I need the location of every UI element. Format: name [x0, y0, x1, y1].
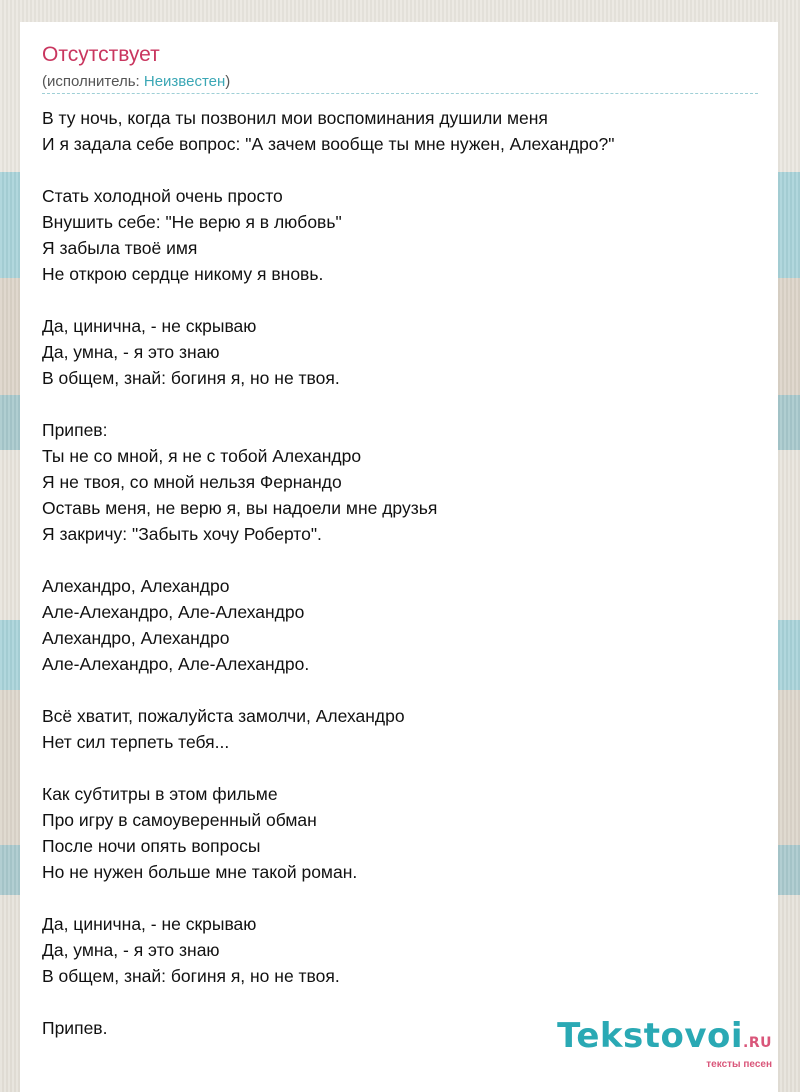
artist-line: [42, 72, 230, 92]
title-divider: [42, 93, 758, 94]
artist-link[interactable]: Неизвестен: [143, 73, 226, 90]
artist-prefix: (исполнитель:: [42, 73, 144, 90]
site-logo[interactable]: [557, 1018, 772, 1070]
song-title: Отсутствует: [42, 43, 160, 66]
lyrics-text: В ту ночь, когда ты позвонил мои воспоминания душили меня И я задала себе вопрос: "А зачем вообще ты мне нужен, Алехандро?" Стать холодной очень просто Внушить себе: "Не верю я в любовь" Я забыла твоё имя Не открою сердце никому я вновь. Да, цинична, - не скрываю Да, умна, - я это знаю В общем, знай: богиня я, но не твоя. Припев: Ты не со мной, я не с тобой Алехандро Я не твоя, со мной нельзя Фернандо Оставь меня, не верю я, вы надоели мне друзья Я закричу: "Забыть хочу Роберто". Алехандро, Алехандро Але-Алехандро, Але-Алехандро Алехандро, Алехандро Але-Алехандро, Але-Алехандро. Всё хватит, пожалуйста замолчи, Алехандро Нет сил терпеть тебя... Как субтитры в этом фильме Про игру в самоуверенный обман После ночи опять вопросы Но не нужен больше мне такой роман. Да, цинична, - не скрываю Да, умна, - я это знаю В общем, знай: богиня я, но не твоя. Припев.: [42, 108, 615, 1038]
artist-suffix: ): [225, 73, 231, 90]
lyrics-card: [20, 22, 778, 1092]
logo-tagline: тексты песен: [706, 1059, 772, 1070]
logo-tld: .RU: [743, 1035, 772, 1051]
logo-name: Tekstovoi: [557, 1016, 744, 1056]
logo-wordmark: [557, 1018, 772, 1061]
